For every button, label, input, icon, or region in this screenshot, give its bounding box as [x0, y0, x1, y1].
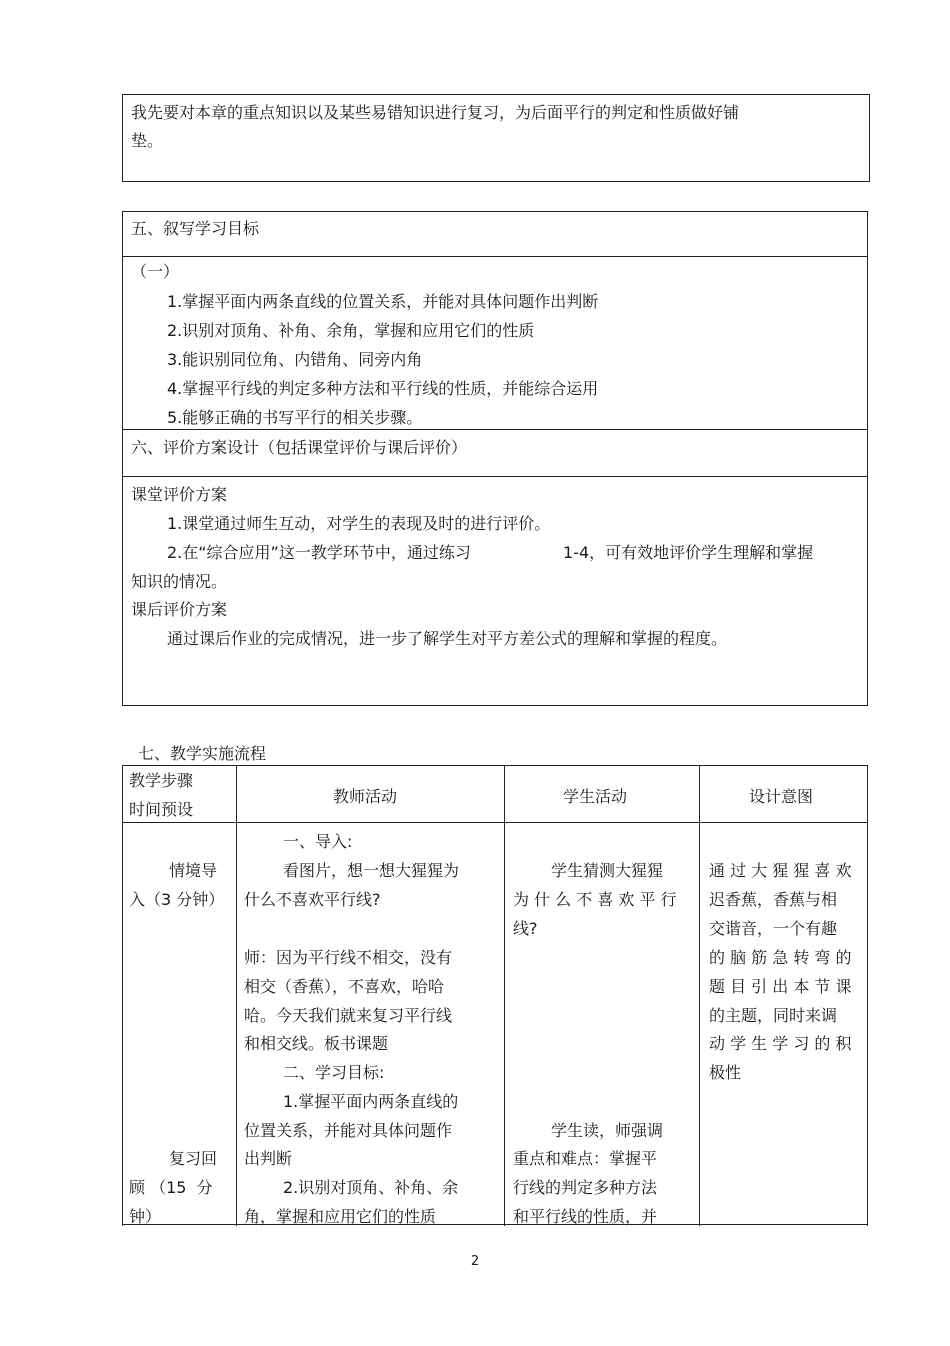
intro-line-2: 垫。	[131, 131, 164, 150]
teacher-line: 看图片，想一想大猩猩为	[283, 861, 460, 880]
intent-line: 通 过 大 猩 猩 喜 欢	[709, 861, 852, 880]
section6-title: 六、评价方案设计（包括课堂评价与课后评价）	[131, 438, 468, 457]
student-line: 学生猜测大猩猩	[551, 861, 664, 880]
step-review-c: 钟）	[129, 1207, 162, 1226]
student-line: 行线的判定多种方法	[513, 1178, 658, 1197]
objective-item: 1.掌握平面内两条直线的位置关系，并能对具体问题作出判断	[167, 292, 599, 311]
intent-line: 极性	[709, 1063, 742, 1082]
class-eval-title: 课堂评价方案	[131, 485, 228, 504]
header-step-line2: 时间预设	[129, 800, 194, 819]
student-line: 重点和难点：掌握平	[513, 1149, 658, 1168]
bottom-line	[123, 1224, 867, 1225]
header-teacher: 教师活动	[333, 787, 398, 806]
step-review-a: 复习回	[169, 1149, 218, 1168]
teacher-line: 角，掌握和应用它们的性质	[244, 1207, 437, 1226]
divider	[123, 476, 867, 477]
objective-item: 4.掌握平行线的判定多种方法和平行线的性质，并能综合运用	[167, 379, 599, 398]
divider	[123, 429, 867, 430]
teacher-line: 一、导入:	[283, 832, 353, 851]
divider	[123, 256, 867, 257]
class-eval-item-1: 1.课堂通过师生互动，对学生的表现及时的进行评价。	[167, 514, 551, 533]
student-line: 学生读，师强调	[551, 1121, 664, 1140]
section5-sub: （一）	[131, 262, 180, 281]
header-student: 学生活动	[563, 787, 628, 806]
intent-line: 动 学 生 学 习 的 积	[709, 1034, 852, 1053]
objectives-evaluation-table	[122, 211, 868, 706]
header-intent: 设计意图	[749, 787, 814, 806]
col-divider	[699, 766, 700, 1226]
objective-item: 5.能够正确的书写平行的相关步骤。	[167, 408, 423, 427]
page-number: 2	[470, 1254, 480, 1269]
step-situation-a: 情境导	[169, 861, 218, 880]
teacher-line: 2.识别对顶角、补角、余	[283, 1178, 459, 1197]
class-eval-item-2c: 知识的情况。	[131, 572, 228, 591]
header-divider	[123, 822, 867, 823]
class-eval-item-2a: 2.在“综合应用”这一教学环节中，通过练习	[167, 543, 471, 562]
header-step-line1: 教学步骤	[129, 771, 194, 790]
teacher-line: 1.掌握平面内两条直线的	[283, 1092, 459, 1111]
intent-line: 交谐音，一个有趣	[709, 919, 838, 938]
student-line: 线?	[513, 919, 538, 938]
class-eval-item-2b: 1-4，可有效地评价学生理解和掌握	[563, 543, 814, 562]
step-review-b: 顾 （15 分	[129, 1178, 213, 1197]
section7-title: 七、教学实施流程	[138, 744, 267, 763]
intro-box	[122, 94, 870, 182]
intro-line-1: 我先要对本章的重点知识以及某些易错知识进行复习，为后面平行的判定和性质做好铺	[131, 103, 740, 122]
teacher-line: 二、学习目标:	[283, 1063, 385, 1082]
col-divider	[504, 766, 505, 1226]
intent-line: 迟香蕉，香蕉与相	[709, 890, 838, 909]
objective-item: 3.能识别同位角、内错角、同旁内角	[167, 350, 423, 369]
teacher-line: 相交（香蕉），不喜欢，哈哈	[244, 977, 445, 996]
teacher-line: 哈。今天我们就来复习平行线	[244, 1006, 453, 1025]
student-line: 为 什 么 不 喜 欢 平 行	[513, 890, 677, 909]
step-situation-b: 入（3 分钟）	[129, 890, 225, 909]
teacher-line: 和相交线。板书课题	[244, 1034, 389, 1053]
col-divider	[236, 766, 237, 1226]
teacher-line: 师：因为平行线不相交，没有	[244, 948, 453, 967]
process-table	[122, 765, 868, 1226]
intent-line: 的主题，同时来调	[709, 1006, 838, 1025]
objective-item: 2.识别对顶角、补角、余角，掌握和应用它们的性质	[167, 321, 535, 340]
student-line: 和平行线的性质，并	[513, 1207, 658, 1226]
after-eval-item: 通过课后作业的完成情况，进一步了解学生对平方差公式的理解和掌握的程度。	[167, 629, 728, 648]
after-eval-title: 课后评价方案	[131, 600, 228, 619]
intent-line: 的 脑 筋 急 转 弯 的	[709, 948, 852, 967]
teacher-line: 什么不喜欢平行线?	[244, 890, 381, 909]
section5-title: 五、叙写学习目标	[131, 219, 260, 238]
intent-line: 题 目 引 出 本 节 课	[709, 977, 852, 996]
teacher-line: 出判断	[244, 1149, 293, 1168]
teacher-line: 位置关系，并能对具体问题作	[244, 1121, 453, 1140]
